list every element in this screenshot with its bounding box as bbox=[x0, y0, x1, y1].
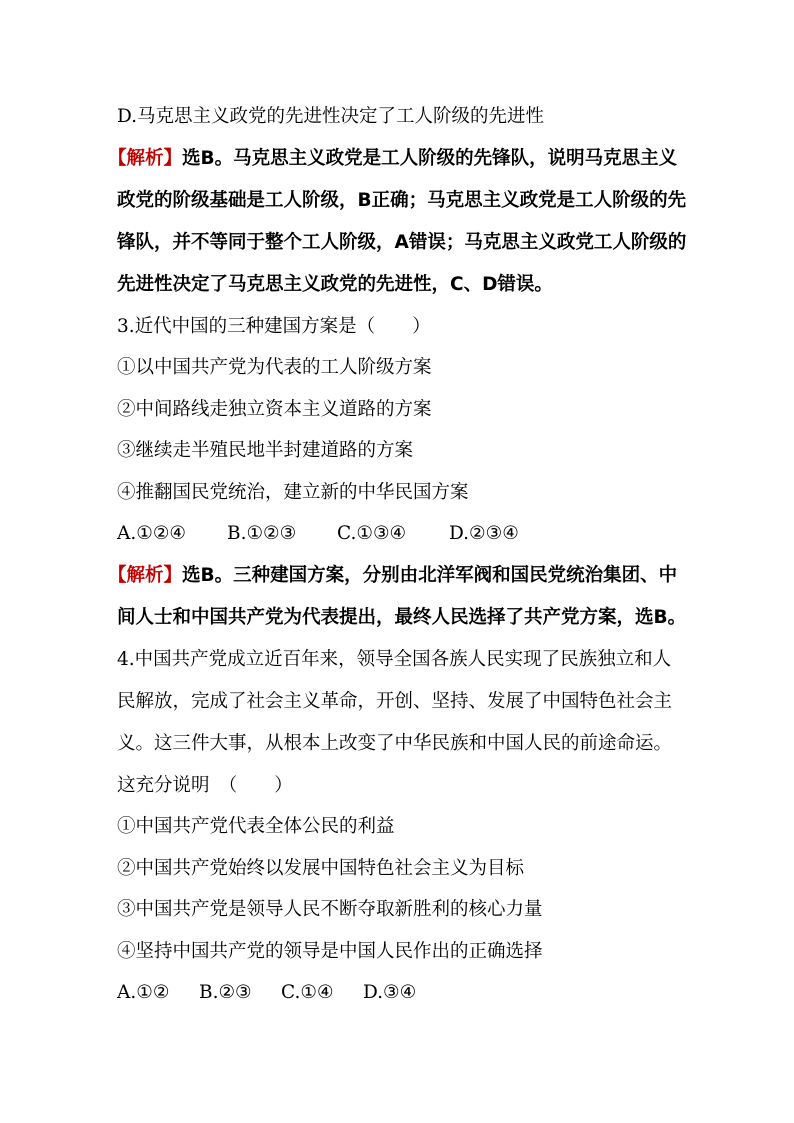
q4-item-4: ④坚持中国共产党的领导是中国人民作出的正确选择 bbox=[117, 941, 543, 962]
q4-stem-line-1: 4.中国共产党成立近百年来，领导全国各族人民实现了民族独立和人 bbox=[117, 649, 672, 670]
q3-analysis-line-2: 间人士和中国共产党为代表提出，最终人民选择了共产党方案，选B。 bbox=[117, 607, 687, 628]
q2-analysis-line-2: 政党的阶级基础是工人阶级，B正确；马克思主义政党是工人阶级的先 bbox=[117, 190, 687, 211]
q4-stem-line-3: 义。这三件大事，从根本上改变了中华民族和中国人民的前途命运。 bbox=[117, 733, 673, 754]
q3-option-a: A.①②④ bbox=[117, 523, 186, 544]
q3-option-c: C.①③④ bbox=[337, 523, 407, 544]
q4-item-2: ②中国共产党始终以发展中国特色社会主义为目标 bbox=[117, 858, 525, 879]
q3-item-1: ①以中国共产党为代表的工人阶级方案 bbox=[117, 357, 432, 378]
q3-item-3: ③继续走半殖民地半封建道路的方案 bbox=[117, 440, 414, 461]
q3-option-b: B.①②③ bbox=[227, 523, 297, 544]
q3-analysis-text-1: 选B。三种建国方案，分别由北洋军阀和国民党统治集团、中 bbox=[182, 565, 678, 586]
analysis-tag: 【解析】 bbox=[108, 148, 183, 169]
q4-option-c: C.①④ bbox=[281, 982, 334, 1003]
q4-item-3: ③中国共产党是领导人民不断夺取新胜利的核心力量 bbox=[117, 899, 543, 920]
q2-analysis-text-1: 选B。马克思主义政党是工人阶级的先锋队，说明马克思主义 bbox=[182, 148, 678, 169]
q3-analysis-line-1 bbox=[108, 564, 708, 588]
q4-option-b: B.②③ bbox=[199, 982, 252, 1003]
q2-option-d: D.马克思主义政党的先进性决定了工人阶级的先进性 bbox=[117, 106, 545, 127]
q2-analysis-line-3: 锋队，并不等同于整个工人阶级，A错误；马克思主义政党工人阶级的 bbox=[117, 232, 687, 253]
q3-item-2: ②中间路线走独立资本主义道路的方案 bbox=[117, 399, 432, 420]
q2-analysis-line-1 bbox=[108, 147, 708, 171]
q4-option-a: A.①② bbox=[117, 982, 170, 1003]
q3-options bbox=[117, 522, 717, 546]
q4-option-d: D.③④ bbox=[363, 982, 417, 1003]
q3-item-4: ④推翻国民党统治，建立新的中华民国方案 bbox=[117, 482, 469, 503]
q4-stem-line-4: 这充分说明 （ ） bbox=[117, 775, 293, 796]
q2-analysis-line-4: 先进性决定了马克思主义政党的先进性，C、D错误。 bbox=[117, 274, 553, 295]
q4-options bbox=[117, 981, 717, 1005]
analysis-tag: 【解析】 bbox=[108, 565, 183, 586]
q3-option-d: D.②③④ bbox=[449, 523, 519, 544]
q4-item-1: ①中国共产党代表全体公民的利益 bbox=[117, 816, 395, 837]
q3-stem: 3.近代中国的三种建国方案是（ ） bbox=[117, 316, 431, 337]
q4-stem-line-2: 民解放，完成了社会主义革命，开创、坚持、发展了中国特色社会主 bbox=[117, 691, 673, 712]
